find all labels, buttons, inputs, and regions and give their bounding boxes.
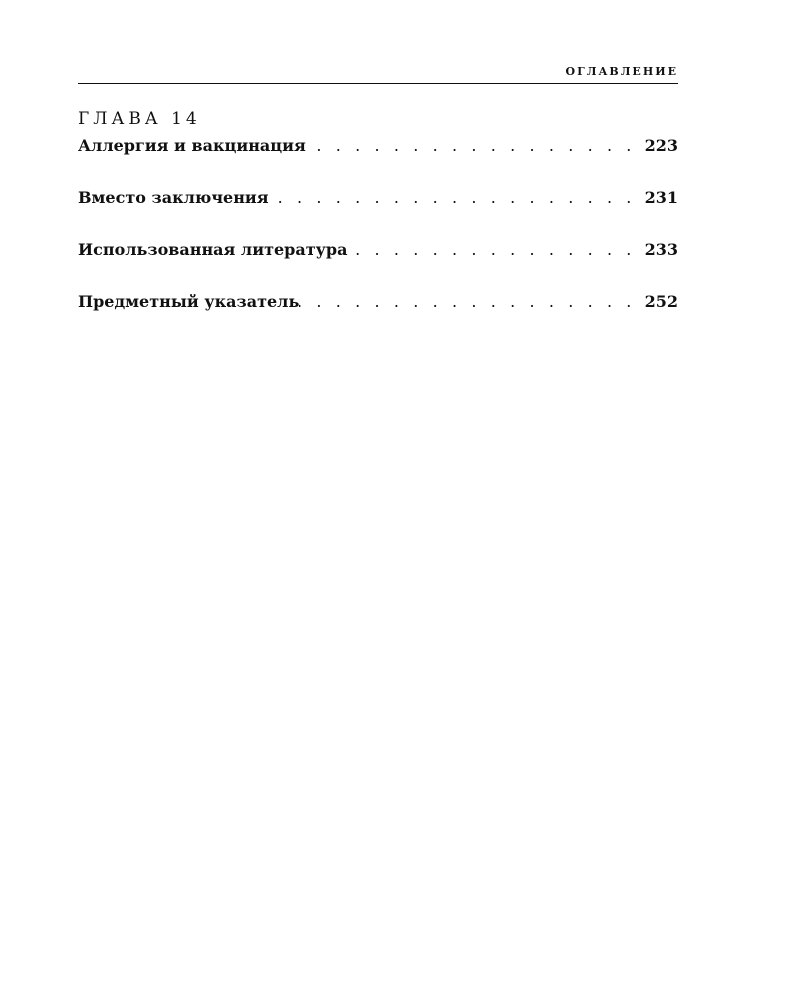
dot-leader — [306, 134, 642, 158]
dot-leader — [347, 238, 642, 262]
dot-leader — [269, 186, 642, 210]
toc-entry-title: Использованная литература — [78, 240, 348, 259]
toc-entry[interactable] — [78, 290, 678, 314]
toc-entry[interactable] — [78, 238, 678, 262]
toc-entry[interactable] — [78, 134, 678, 158]
running-head-text: ОГЛАВЛЕНИЕ — [565, 65, 678, 78]
toc-entry[interactable] — [78, 186, 678, 210]
toc-entry-page: 223 — [644, 136, 678, 155]
toc-entry-page: 233 — [644, 240, 678, 259]
chapter-label: ГЛАВА 14 — [78, 109, 201, 129]
toc-entry-title: Аллергия и вакцинация — [78, 136, 306, 155]
toc-entry-title: Предметный указатель — [78, 292, 300, 311]
table-of-contents — [78, 108, 678, 314]
toc-entry-page: 252 — [644, 292, 678, 311]
toc-entry-page: 231 — [644, 188, 678, 207]
toc-entry-title: Вместо заключения — [78, 188, 269, 207]
dot-leader — [299, 290, 642, 314]
running-head — [78, 64, 678, 84]
